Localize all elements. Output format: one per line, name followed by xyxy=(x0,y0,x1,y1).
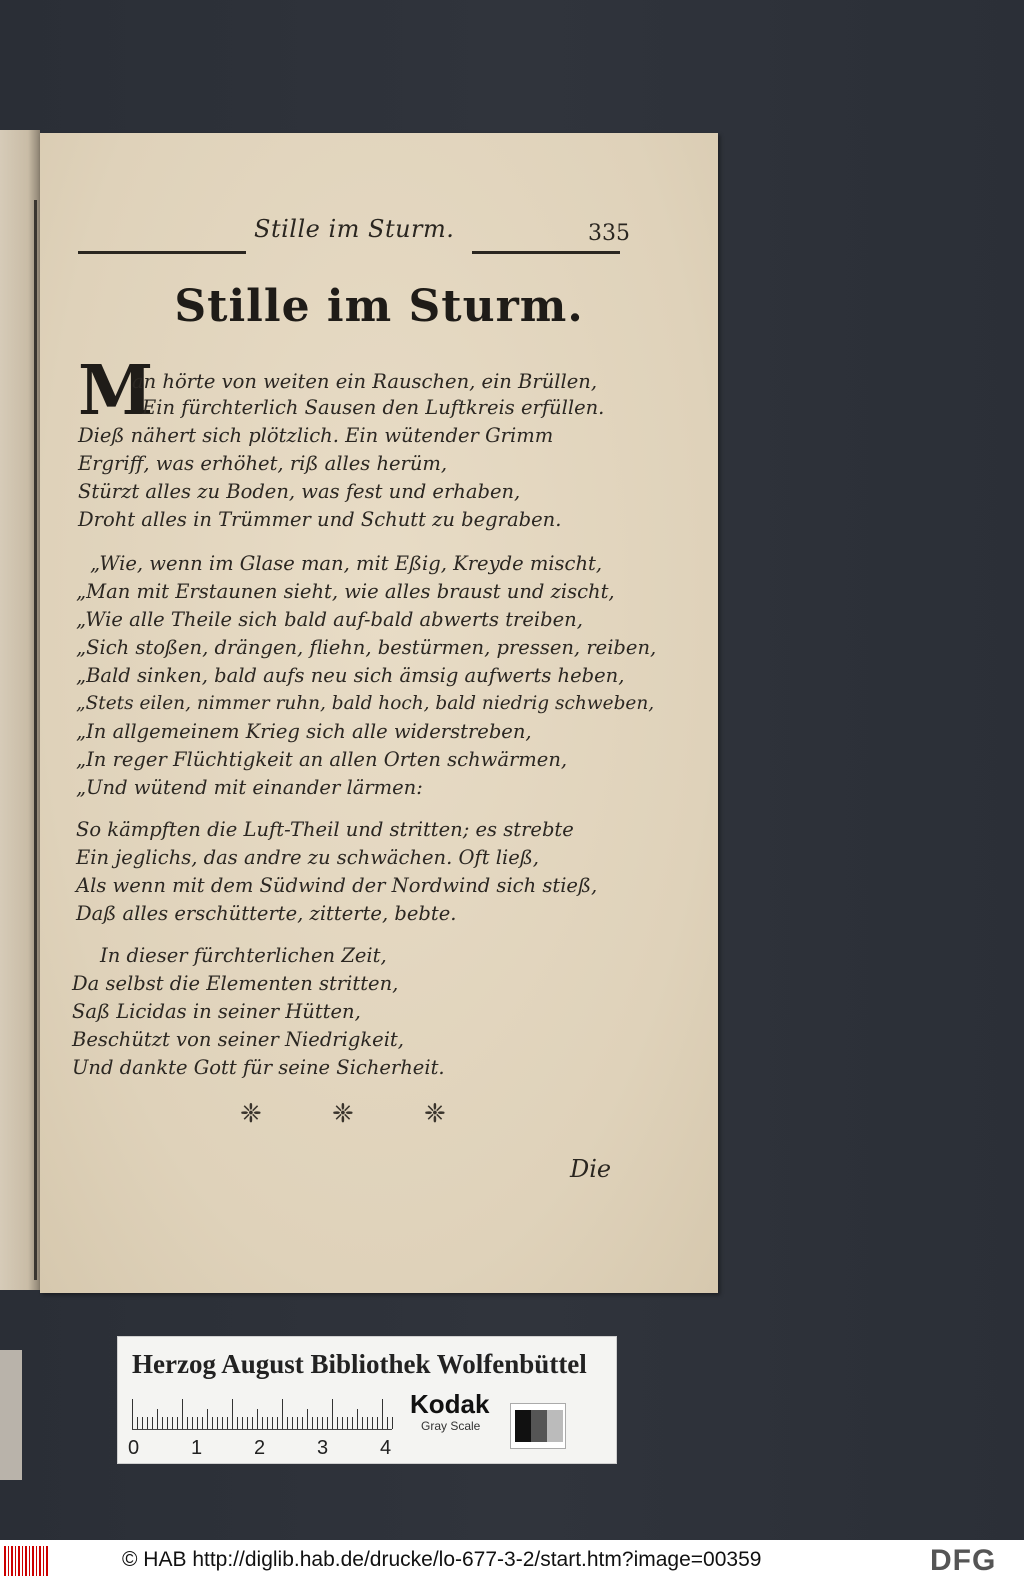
verse-line: Beschützt von seiner Niedrigkeit, xyxy=(72,1028,404,1051)
ruler-tick xyxy=(262,1417,263,1429)
catchword: Die xyxy=(570,1155,612,1183)
ruler-tick xyxy=(267,1417,268,1429)
ruler-tick xyxy=(272,1417,273,1429)
ornament-icon: ❈ xyxy=(240,1099,262,1129)
ruler-tick xyxy=(167,1417,168,1429)
verse-line: Ein fürchterlich Sausen den Luftkreis erfüllen. xyxy=(142,396,605,419)
ruler-tick xyxy=(377,1417,378,1429)
swatch-dark-gray xyxy=(531,1410,547,1442)
ruler-tick xyxy=(247,1417,248,1429)
ruler-tick xyxy=(347,1417,348,1429)
ruler-tick xyxy=(232,1399,233,1429)
ornament-row xyxy=(40,1099,718,1129)
verse-line: „Sich stoßen, drängen, fliehn, bestürmen, pressen, reiben, xyxy=(76,636,657,659)
verse-line: „In allgemeinem Krieg sich alle widerstreben, xyxy=(76,720,532,743)
running-head-title: Stille im Sturm. xyxy=(254,215,455,243)
ruler-tick xyxy=(207,1409,208,1429)
verse-line: „Bald sinken, bald aufs neu sich ämsig aufwerts heben, xyxy=(76,664,625,687)
page-number: 335 xyxy=(588,221,630,246)
ruler-tick xyxy=(287,1417,288,1429)
hab-logo-icon xyxy=(4,1546,48,1576)
verse-line: In dieser fürchterlichen Zeit, xyxy=(100,944,387,967)
ruler-number: 0 xyxy=(128,1437,140,1459)
ruler-number: 2 xyxy=(254,1437,266,1459)
verse-line: „Und wütend mit einander lärmen: xyxy=(76,776,423,799)
library-name: Herzog August Bibliothek Wolfenbüttel xyxy=(132,1349,587,1379)
book-page xyxy=(40,133,718,1293)
head-rule-right xyxy=(472,251,620,254)
ruler-tick xyxy=(132,1399,133,1429)
verse-line: Als wenn mit dem Südwind der Nordwind sich stieß, xyxy=(76,874,598,897)
verse-line: „Man mit Erstaunen sieht, wie alles braust und zischt, xyxy=(76,580,615,603)
ruler-tick xyxy=(187,1417,188,1429)
ruler-tick xyxy=(257,1409,258,1429)
dfg-logo: DFG xyxy=(930,1544,997,1577)
ruler-tick xyxy=(362,1417,363,1429)
scale-ruler xyxy=(132,1395,392,1430)
ruler-number: 4 xyxy=(380,1437,392,1459)
ruler-tick xyxy=(142,1417,143,1429)
ornament-icon: ❈ xyxy=(332,1099,354,1129)
ruler-tick xyxy=(302,1417,303,1429)
ruler-tick xyxy=(357,1409,358,1429)
ruler-tick xyxy=(227,1417,228,1429)
ruler-tick xyxy=(197,1417,198,1429)
ruler-tick xyxy=(317,1417,318,1429)
head-rule-left xyxy=(78,251,246,254)
ruler-tick xyxy=(222,1417,223,1429)
book-spine-line xyxy=(34,200,37,1280)
footer-url[interactable]: © HAB http://diglib.hab.de/drucke/lo-677-3-2/start.htm?image=00359 xyxy=(122,1548,762,1571)
drop-cap: M xyxy=(78,351,154,431)
ruler-tick xyxy=(202,1417,203,1429)
ruler-tick xyxy=(372,1417,373,1429)
poem-title: Stille im Sturm. xyxy=(174,281,584,332)
ruler-number: 3 xyxy=(317,1437,329,1459)
ruler-tick xyxy=(282,1399,283,1429)
ruler-tick xyxy=(382,1399,383,1429)
ruler-tick xyxy=(242,1417,243,1429)
verse-line: Stürzt alles zu Boden, was fest und erhaben, xyxy=(78,480,521,503)
ruler-tick xyxy=(152,1417,153,1429)
verse-line: Saß Licidas in seiner Hütten, xyxy=(72,1000,361,1023)
ruler-tick xyxy=(252,1417,253,1429)
ruler-tick xyxy=(212,1417,213,1429)
ruler-tick xyxy=(387,1417,388,1429)
ruler-tick xyxy=(312,1417,313,1429)
ruler-tick xyxy=(192,1417,193,1429)
ornament-icon: ❈ xyxy=(424,1099,446,1129)
verse-line: „In reger Flüchtigkeit an allen Orten schwärmen, xyxy=(76,748,568,771)
ruler-tick xyxy=(157,1409,158,1429)
adjacent-label-strip xyxy=(0,1350,22,1480)
verse-line: Da selbst die Elementen stritten, xyxy=(72,972,399,995)
verse-line: Und dankte Gott für seine Sicherheit. xyxy=(72,1056,445,1079)
ruler-tick xyxy=(182,1399,183,1429)
ruler-tick xyxy=(292,1417,293,1429)
footer-bar xyxy=(0,1540,1024,1582)
verse-line: Dieß nähert sich plötzlich. Ein wütender Grimm xyxy=(78,424,554,447)
ruler-tick xyxy=(297,1417,298,1429)
verse-line: an hörte von weiten ein Rauschen, ein Brüllen, xyxy=(132,370,598,393)
running-head xyxy=(40,215,718,251)
ruler-tick xyxy=(392,1417,393,1429)
ruler-tick xyxy=(307,1409,308,1429)
ruler-tick xyxy=(137,1417,138,1429)
ruler-tick xyxy=(172,1417,173,1429)
ruler-tick xyxy=(217,1417,218,1429)
verse-line: „Wie alle Theile sich bald auf-bald abwerts treiben, xyxy=(76,608,583,631)
ruler-number: 1 xyxy=(191,1437,203,1459)
verse-line: Daß alles erschütterte, zitterte, bebte. xyxy=(76,902,457,925)
ruler-tick xyxy=(322,1417,323,1429)
swatch-light-gray xyxy=(547,1410,563,1442)
verse-line: „Stets eilen, nimmer ruhn, bald hoch, bald niedrig schweben, xyxy=(76,693,655,714)
ruler-tick xyxy=(162,1417,163,1429)
ruler-tick xyxy=(177,1417,178,1429)
ruler-tick xyxy=(277,1417,278,1429)
verse-line: „Wie, wenn im Glase man, mit Eßig, Kreyde mischt, xyxy=(90,552,603,575)
ruler-tick xyxy=(327,1417,328,1429)
verse-line: Droht alles in Trümmer und Schutt zu begraben. xyxy=(78,508,562,531)
swatch-black xyxy=(515,1410,531,1442)
verse-line: Ein jeglichs, das andre zu schwächen. Oft ließ, xyxy=(76,846,539,869)
ruler-tick xyxy=(332,1399,333,1429)
library-color-card xyxy=(117,1336,617,1464)
ruler-tick xyxy=(367,1417,368,1429)
ruler-tick xyxy=(352,1417,353,1429)
verse-line: Ergriff, was erhöhet, riß alles herüm, xyxy=(78,452,448,475)
gray-scale-label: Gray Scale xyxy=(421,1419,481,1433)
ruler-tick xyxy=(237,1417,238,1429)
kodak-logo: Kodak xyxy=(410,1389,490,1419)
verse-line: So kämpften die Luft-Theil und stritten; es strebte xyxy=(76,818,574,841)
ruler-tick xyxy=(337,1417,338,1429)
ruler-tick xyxy=(147,1417,148,1429)
gray-swatches xyxy=(510,1403,566,1449)
ruler-tick xyxy=(342,1417,343,1429)
